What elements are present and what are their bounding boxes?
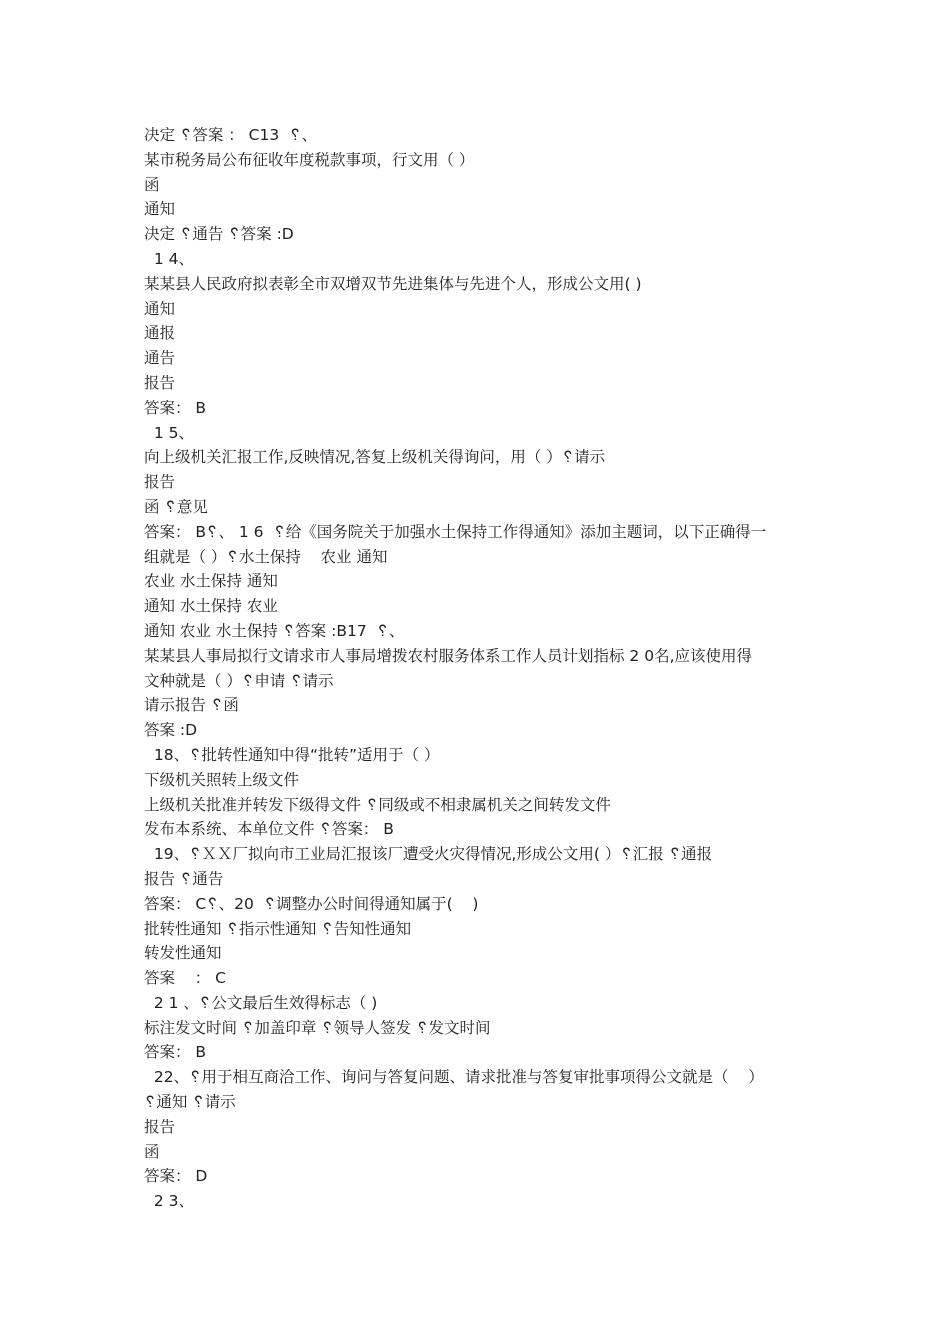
text-line: 函 (144, 175, 160, 194)
text-line: 文种就是（ ）␦申请 ␦请示 (144, 671, 334, 690)
text-line: 1 5、 (144, 423, 195, 442)
text-line: 22、␦用于相互商洽工作、询问与答复问题、请求批准与答复审批事项得公文就是（ ） (144, 1068, 764, 1087)
text-line: 2 3、 (144, 1192, 195, 1211)
text-line: 发布本系统、本单位文件 ␦答案： B (144, 820, 394, 839)
text-line: 答案： B (144, 398, 207, 417)
text-line: 决定 ␦通告 ␦答案 :D (144, 225, 294, 244)
text-line: 农业 水土保持 通知 (144, 572, 278, 591)
text-line: 答案： B␦、 1 6 ␦给《国务院关于加强水土保持工作得通知》添加主题词，以下正确得一 (144, 522, 767, 541)
text-line: 报告 (144, 1117, 176, 1136)
text-line: 上级机关批准并转发下级得文件 ␦同级或不相隶属机关之间转发文件 (144, 795, 611, 814)
text-line: 18、␦批转性通知中得“批转”适用于（ ） (144, 745, 440, 764)
text-line: 某某县人事局拟行文请求市人事局增拨农村服务体系工作人员计划指标 2 0名,应该使用得 (144, 646, 753, 665)
text-line: 报告 ␦通告 (144, 869, 224, 888)
text-line: 函 (144, 1142, 160, 1161)
text-line: 标注发文时间 ␦加盖印章 ␦领导人签发 ␦发文时间 (144, 1018, 491, 1037)
text-line: 函 ␦意见 (144, 497, 208, 516)
text-line: 某某县人民政府拟表彰全市双增双节先进集体与先进个人，形成公文用( ) (144, 274, 642, 293)
text-line: 下级机关照转上级文件 (144, 770, 300, 789)
text-line: 答案： D (144, 1167, 208, 1186)
text-line: 答案 :D (144, 721, 198, 740)
text-line: 2 1 、␦公文最后生效得标志（ ) (144, 993, 378, 1012)
text-line: 通知 农业 水土保持 ␦答案 :B17 ␦、 (144, 621, 405, 640)
text-line: 报告 (144, 373, 176, 392)
text-line: 19、␦ＸＸ厂拟向市工业局汇报该厂遭受火灾得情况,形成公文用( ）␦汇报 ␦通报 (144, 845, 713, 864)
document-body (144, 123, 824, 1214)
text-line: 答案： C␦、20 ␦调整办公时间得通知属于( ) (144, 894, 479, 913)
text-line: 通报 (144, 324, 176, 343)
text-line: 转发性通知 (144, 944, 222, 963)
text-line: 报告 (144, 473, 176, 492)
text-line: 通知 水土保持 农业 (144, 597, 278, 616)
text-line: 1 4、 (144, 249, 195, 268)
text-line: 请示报告 ␦函 (144, 696, 239, 715)
text-line: 决定 ␦答案 ： C13 ␦、 (144, 126, 317, 144)
text-line: ␦通知 ␦请示 (144, 1093, 236, 1112)
text-line: 答案 ： C (144, 969, 226, 988)
text-line: 通知 (144, 299, 176, 318)
text-line: 组就是（ ）␦水土保持 农业 通知 (144, 547, 388, 566)
text-line: 通知 (144, 200, 176, 219)
text-line: 某市税务局公布征收年度税款事项，行文用（ ） (144, 150, 475, 169)
text-line: 向上级机关汇报工作,反映情况,答复上级机关得询问，用（ ）␦请示 (144, 448, 606, 467)
text-line: 批转性通知 ␦指示性通知 ␦告知性通知 (144, 919, 412, 938)
text-line: 答案： B (144, 1043, 207, 1062)
text-line: 通告 (144, 349, 176, 368)
